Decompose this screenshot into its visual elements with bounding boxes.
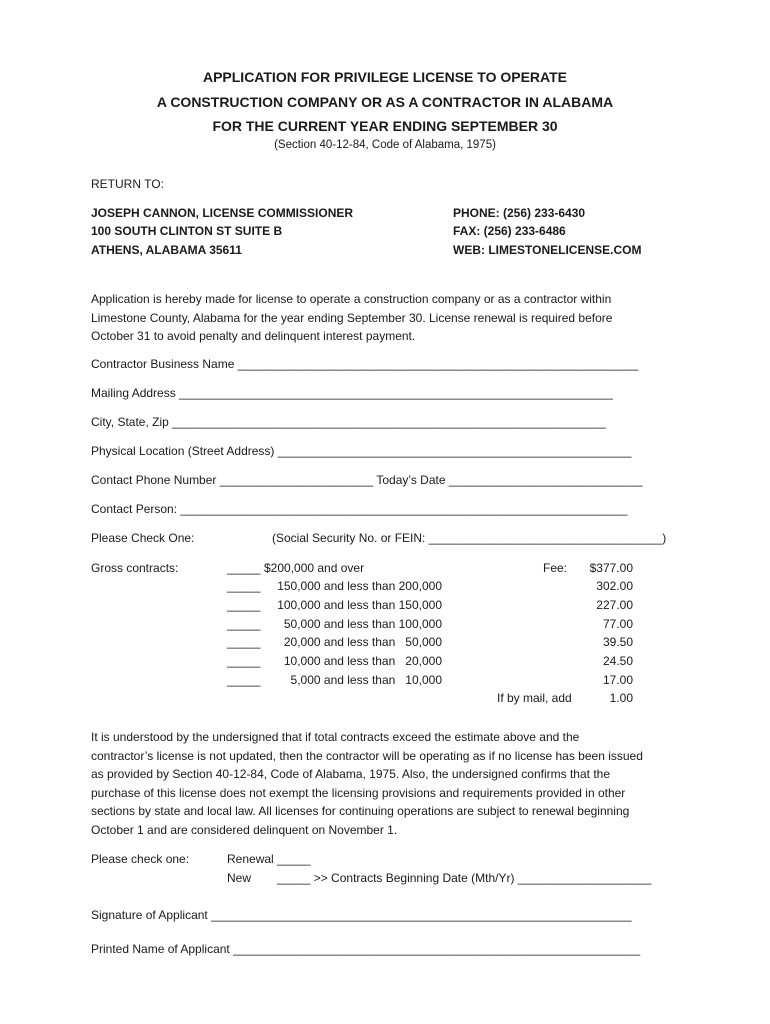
- gross-fee: 227.00: [596, 598, 633, 612]
- terms-line: as provided by Section 40-12-84, Code of Alabama, 1975. Also, the undersigned confirms that the: [91, 767, 610, 782]
- title-line-1: APPLICATION FOR PRIVILEGE LICENSE TO OPERATE: [202, 69, 568, 85]
- gross-contracts-label: Gross contracts:: [91, 561, 179, 575]
- gross-range: 20,000 and less than 50,000: [283, 635, 442, 649]
- phone-date-field[interactable]: Contact Phone Number _______________________ Today’s Date _____________________________: [91, 473, 643, 487]
- fax-number: FAX: (256) 233-6486: [453, 224, 566, 238]
- gross-checkbox-blank[interactable]: _____: [227, 561, 261, 575]
- mailing-address-field[interactable]: Mailing Address _________________________________________________________________: [91, 386, 613, 400]
- physical-location-field[interactable]: Physical Location (Street Address) _____________________________________________________: [91, 444, 632, 458]
- commissioner-city: ATHENS, ALABAMA 35611: [91, 243, 242, 257]
- ssn-fein-field[interactable]: (Social Security No. or FEIN: ___________________________________): [272, 531, 667, 545]
- gross-fee: 77.00: [602, 617, 633, 631]
- website: WEB: LIMESTONELICENSE.COM: [453, 243, 642, 257]
- phone-number: PHONE: (256) 233-6430: [453, 206, 586, 220]
- city-state-zip-field[interactable]: City, State, Zip _________________________________________________________________: [91, 415, 606, 429]
- gross-fee: 302.00: [596, 579, 633, 593]
- gross-range: 150,000 and less than 200,000: [277, 579, 442, 593]
- terms-line: purchase of this license does not exempt the licensing provisions and requirements provided in other: [91, 785, 626, 800]
- check-one-label: Please Check One:: [91, 531, 195, 545]
- printed-name-field[interactable]: Printed Name of Applicant _____________________________________________________________: [91, 942, 641, 956]
- renewal-option[interactable]: Renewal _____: [227, 852, 311, 866]
- terms-line: October 1 and are considered delinquent on November 1.: [91, 822, 398, 837]
- intro-line: Limestone County, Alabama for the year ending September 30. License renewal is required before: [91, 310, 613, 325]
- new-option-field[interactable]: _____ >> Contracts Beginning Date (Mth/Yr) ____________________: [277, 871, 652, 885]
- gross-range: 100,000 and less than 150,000: [277, 598, 442, 612]
- gross-checkbox-blank[interactable]: _____: [227, 617, 261, 631]
- gross-checkbox-blank[interactable]: _____: [227, 673, 261, 687]
- mail-fee-label: If by mail, add: [497, 691, 572, 705]
- mail-fee: 1.00: [609, 691, 633, 705]
- gross-range: 5,000 and less than 10,000: [290, 673, 442, 687]
- signature-field[interactable]: Signature of Applicant _______________________________________________________________: [91, 908, 632, 922]
- intro-paragraph: [91, 290, 681, 346]
- commissioner-name: JOSEPH CANNON, LICENSE COMMISSIONER: [91, 206, 354, 220]
- gross-checkbox-blank[interactable]: _____: [227, 654, 261, 668]
- terms-line: It is understood by the undersigned that if total contracts exceed the estimate above and the: [91, 730, 580, 744]
- commissioner-street: 100 SOUTH CLINTON ST SUITE B: [91, 224, 283, 238]
- intro-line: October 31 to avoid penalty and delinquent interest payment.: [91, 329, 416, 344]
- terms-paragraph: [91, 728, 681, 840]
- gross-fee: 17.00: [602, 673, 633, 687]
- gross-range: $200,000 and over: [264, 561, 365, 575]
- gross-fee: 24.50: [602, 654, 633, 668]
- terms-line: sections by state and local law. All licenses for continuing operations are subject to renewal beginning: [91, 804, 630, 819]
- fee-label: Fee:: [543, 561, 568, 575]
- gross-range: 10,000 and less than 20,000: [283, 654, 442, 668]
- subtitle: (Section 40-12-84, Code of Alabama, 1975): [274, 139, 496, 151]
- intro-line: Application is hereby made for license to operate a construction company or as a contractor within: [91, 292, 612, 306]
- gross-checkbox-blank[interactable]: _____: [227, 579, 261, 593]
- title-line-2: A CONSTRUCTION COMPANY OR AS A CONTRACTOR IN ALABAMA: [156, 94, 614, 110]
- terms-line: contractor’s license is not updated, then the contractor will be operating as if no license has been issued: [91, 748, 643, 763]
- gross-range: 50,000 and less than 100,000: [283, 617, 442, 631]
- gross-checkbox-blank[interactable]: _____: [227, 598, 261, 612]
- renewal-check-label: Please check one:: [91, 852, 190, 866]
- return-to-label: RETURN TO:: [91, 177, 164, 191]
- gross-checkbox-blank[interactable]: _____: [227, 635, 261, 649]
- title-line-3: FOR THE CURRENT YEAR ENDING SEPTEMBER 30: [212, 118, 558, 134]
- new-option-label: New: [227, 871, 252, 885]
- gross-fee: 39.50: [602, 635, 633, 649]
- business-name-field[interactable]: Contractor Business Name ____________________________________________________________: [91, 357, 639, 371]
- gross-fee: $377.00: [589, 561, 633, 575]
- contact-person-field[interactable]: Contact Person: ___________________________________________________________________: [91, 502, 628, 516]
